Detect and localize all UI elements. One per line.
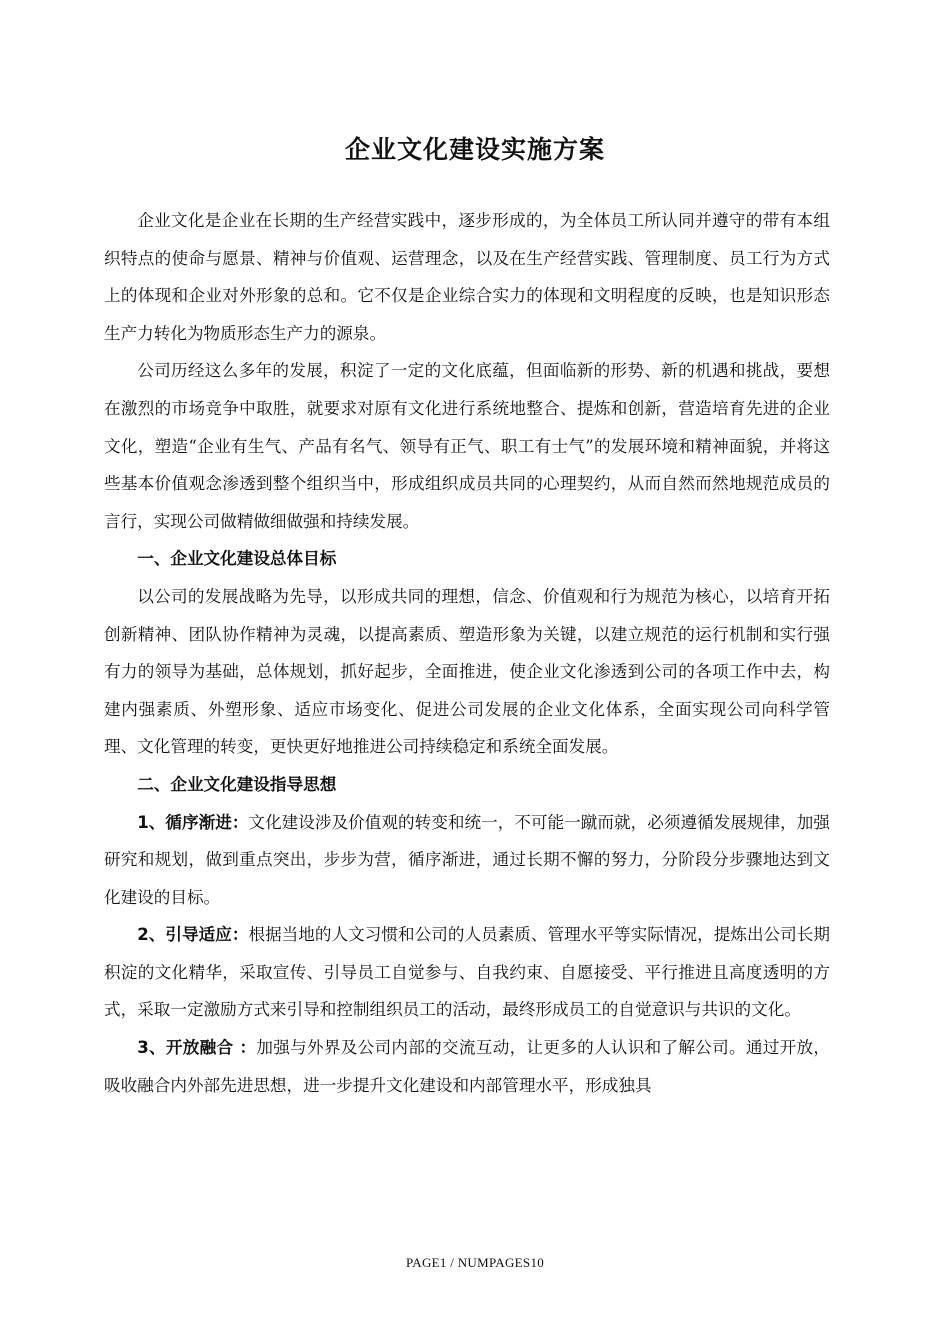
guiding-item-2 — [104, 916, 830, 1029]
section-goals-paragraph: 以公司的发展战略为先导，以形成共同的理想，信念、价值观和行为规范为核心，以培育开拓创新精神、团队协作精神为灵魂，以提高素质、塑造形象为关键，以建立规范的运行机制和实行强有力的领导为基础，总体规划，抓好起步，全面推进，使企业文化渗透到公司的各项工作中去，构建内强素质、外塑形象、适应市场变化、促进公司发展的企业文化体系，全面实现公司向科学管理、文化管理的转变，更快更好地推进公司持续稳定和系统全面发展。 — [104, 586, 830, 757]
intro-paragraph-2: 公司历经这么多年的发展，积淀了一定的文化底蕴，但面临新的形势、新的机遇和挑战，要想在激烈的市场竞争中取胜，就要求对原有文化进行系统地整合、提炼和创新，营造培育先进的企业文化，塑造“企业有生气、产品有名气、领导有正气、职工有士气”的发展环境和精神面貌，并将这些基本价值观念渗透到整个组织当中，形成组织成员共同的心理契约，从而自然而然地规范成员的言行，实现公司做精做细做强和持续发展。 — [104, 361, 830, 531]
intro-paragraph-1: 企业文化是企业在长期的生产经营实践中，逐步形成的，为全体员工所认同并遵守的带有本组织特点的使命与愿景、精神与价值观、运营理念，以及在生产经营实践、管理制度、员工行为方式上的体现和企业对外形象的总和。它不仅是企业综合实力的体现和文明程度的反映，也是知识形态生产力转化为物质形态生产力的源泉。 — [104, 211, 830, 343]
guiding-item-1 — [104, 804, 830, 917]
guiding-item-1-text: 文化建设涉及价值观的转变和统一，不可能一蹴而就，必须遵循发展规律，加强研究和规划，做到重点突出，步步为营，循序渐进，通过长期不懈的努力，分阶段分步骤地达到文化建设的目标。 — [104, 812, 830, 907]
guiding-item-3 — [104, 1029, 830, 1104]
section-heading-guiding-ideas: 二、企业文化建设指导思想 — [137, 774, 337, 794]
guiding-item-2-text: 根据当地的人文习惯和公司的人员素质、管理水平等实际情况，提炼出公司长期积淀的文化精华，采取宣传、引导员工自觉参与、自我约束、自愿接受、平行推进且高度透明的方式，采取一定激励方式来引导和控制组织员工的活动，最终形成员工的自觉意识与共识的文化。 — [104, 925, 830, 1020]
document-body — [104, 202, 830, 1104]
guiding-item-3-text: 加强与外界及公司内部的交流互动，让更多的人认识和了解公司。通过开放，吸收融合内外部先进思想，进一步提升文化建设和内部管理水平，形成独具 — [104, 1038, 831, 1095]
guiding-item-2-lead: 2、引导适应： — [137, 925, 249, 945]
section-heading-goals: 一、企业文化建设总体目标 — [137, 549, 337, 569]
document-title: 企业文化建设实施方案 — [344, 135, 605, 164]
guiding-item-3-lead: 3、开放融合 ： — [137, 1038, 257, 1058]
guiding-item-1-lead: 1、循序渐进： — [137, 812, 249, 832]
page-footer: PAGE1 / NUMPAGES10 — [405, 1255, 545, 1270]
